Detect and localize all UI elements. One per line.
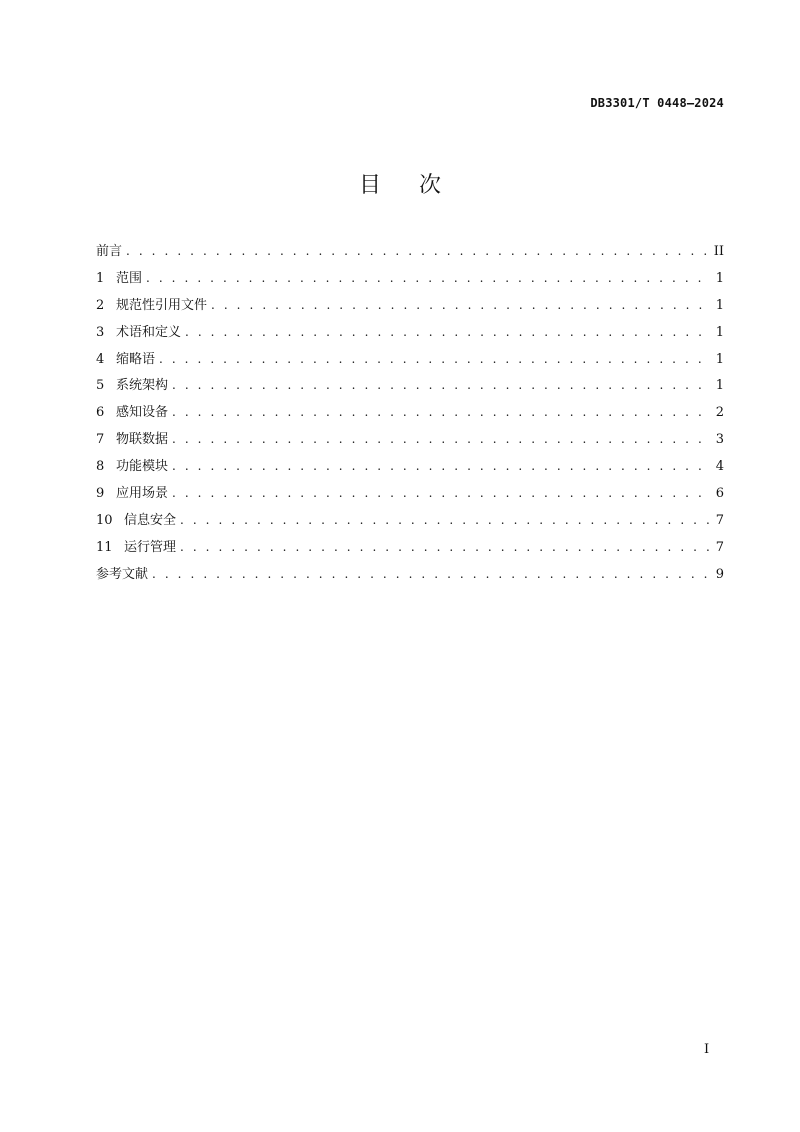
toc-entry-page: 1 xyxy=(715,324,724,340)
toc-entry-operation-management[interactable] xyxy=(96,536,724,563)
toc-entry-terms-definitions[interactable] xyxy=(96,321,724,348)
toc-entry-label: 感知设备 xyxy=(116,405,169,421)
toc-entry-abbreviations[interactable] xyxy=(96,348,724,375)
toc-entry-number: 5 xyxy=(96,378,105,394)
toc-entry-label: 物联数据 xyxy=(116,432,169,448)
toc-leader-dots xyxy=(180,513,710,527)
toc-entry-system-architecture[interactable] xyxy=(96,374,724,401)
toc-entry-page: II xyxy=(713,244,724,259)
toc-entry-application-scenarios[interactable] xyxy=(96,482,724,509)
toc-entry-page: 1 xyxy=(715,297,724,313)
toc-entry-number: 10 xyxy=(96,512,113,528)
toc-leader-dots xyxy=(172,378,710,392)
toc-entry-number: 8 xyxy=(96,459,105,475)
toc-entry-label: 信息安全 xyxy=(124,512,177,528)
toc-entry-foreword[interactable] xyxy=(96,240,724,267)
toc-entry-label: 应用场景 xyxy=(116,486,169,502)
toc-entry-functional-modules[interactable] xyxy=(96,455,724,482)
toc-entry-normative-references[interactable] xyxy=(96,294,724,321)
toc-entry-label: 范围 xyxy=(116,270,143,286)
toc-entry-label: 规范性引用文件 xyxy=(116,297,208,313)
toc-entry-page: 7 xyxy=(715,539,724,555)
toc-entry-information-security[interactable] xyxy=(96,509,724,536)
toc-leader-dots xyxy=(172,405,710,419)
toc-entry-page: 9 xyxy=(715,566,724,582)
page-title: 目次 xyxy=(358,173,479,198)
toc-entry-label: 系统架构 xyxy=(116,378,169,394)
toc-entry-bibliography[interactable] xyxy=(96,563,724,590)
document-code: DB3301/T 0448—2024 xyxy=(590,96,724,110)
table-of-contents xyxy=(96,240,724,590)
toc-entry-page: 7 xyxy=(715,512,724,528)
toc-leader-dots xyxy=(172,459,710,473)
toc-entry-label: 功能模块 xyxy=(116,459,169,475)
toc-leader-dots xyxy=(159,352,710,366)
toc-leader-dots xyxy=(172,486,710,500)
toc-entry-number: 4 xyxy=(96,351,105,367)
toc-entry-page: 4 xyxy=(715,459,724,475)
toc-entry-number: 1 xyxy=(96,270,105,286)
toc-entry-label: 术语和定义 xyxy=(116,324,182,340)
toc-entry-number: 2 xyxy=(96,297,105,313)
toc-entry-page: 1 xyxy=(715,351,724,367)
toc-entry-page: 6 xyxy=(715,486,724,502)
toc-leader-dots xyxy=(185,325,710,339)
toc-leader-dots xyxy=(172,432,710,446)
toc-leader-dots xyxy=(180,540,710,554)
toc-entry-page: 3 xyxy=(715,432,724,448)
toc-entry-number: 7 xyxy=(96,432,105,448)
toc-entry-label: 缩略语 xyxy=(116,351,156,367)
toc-entry-number: 3 xyxy=(96,324,105,340)
toc-entry-number: 6 xyxy=(96,405,105,421)
toc-entry-label: 运行管理 xyxy=(124,539,177,555)
toc-entry-page: 2 xyxy=(715,405,724,421)
toc-entry-number: 9 xyxy=(96,486,105,502)
toc-entry-sensing-devices[interactable] xyxy=(96,401,724,428)
toc-leader-dots xyxy=(211,298,710,312)
toc-leader-dots xyxy=(126,244,708,258)
page-number: I xyxy=(704,1042,710,1057)
toc-entry-scope[interactable] xyxy=(96,267,724,294)
toc-leader-dots xyxy=(146,271,710,285)
toc-entry-label: 前言 xyxy=(96,244,123,259)
toc-entry-label: 参考文献 xyxy=(96,566,149,582)
toc-leader-dots xyxy=(152,567,710,581)
toc-entry-page: 1 xyxy=(715,270,724,286)
toc-entry-iot-data[interactable] xyxy=(96,428,724,455)
toc-entry-page: 1 xyxy=(715,378,724,394)
toc-entry-number: 11 xyxy=(96,539,113,555)
